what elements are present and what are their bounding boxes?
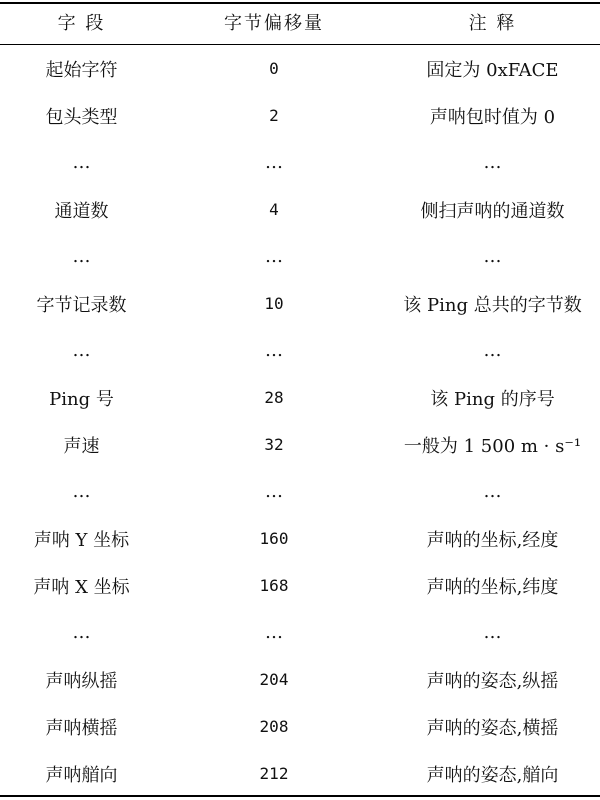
note-cell: 声呐的姿态,艏向 [426, 764, 559, 786]
note-cell: 侧扫声呐的通道数 [420, 200, 565, 222]
note-cell: … [483, 622, 502, 643]
header-row [0, 0, 600, 44]
note-cell: … [483, 481, 502, 502]
field-cell: 声呐 X 坐标 [33, 576, 130, 598]
header-field: 字 段 [57, 13, 106, 34]
table-row [0, 233, 600, 280]
table-row [0, 703, 600, 750]
note-cell: 声呐的姿态,横摇 [426, 717, 559, 739]
field-cell: … [72, 152, 91, 173]
field-cell: 声呐纵摇 [45, 670, 118, 692]
note-cell: … [483, 152, 502, 173]
field-cell: 声呐横摇 [45, 717, 118, 739]
offset-cell: … [265, 622, 283, 643]
note-cell: 一般为 1 500 m · s⁻¹ [403, 435, 582, 457]
field-cell: … [72, 340, 91, 361]
table-row [0, 374, 600, 421]
offset-cell: … [265, 152, 283, 173]
table-row [0, 515, 600, 562]
table-body [0, 44, 600, 797]
offset-cell: 160 [259, 529, 289, 548]
field-cell: … [72, 622, 91, 643]
offset-cell: 0 [269, 59, 279, 78]
field-cell: 声呐 Y 坐标 [33, 529, 130, 551]
header-offset: 字节偏移量 [224, 13, 324, 34]
note-cell: 声呐包时值为 0 [429, 106, 556, 128]
note-cell: 声呐的坐标,纬度 [426, 576, 559, 598]
note-cell: 声呐的坐标,经度 [426, 529, 559, 551]
field-cell: 声呐艏向 [45, 764, 118, 786]
table-row [0, 280, 600, 327]
offset-cell: 10 [264, 294, 284, 313]
table-row [0, 750, 600, 797]
table-row [0, 139, 600, 186]
field-cell: … [72, 246, 91, 267]
table-row [0, 609, 600, 656]
offset-cell: 212 [259, 764, 289, 783]
table-row [0, 186, 600, 233]
note-cell: 声呐的姿态,纵摇 [426, 670, 559, 692]
table-row [0, 468, 600, 515]
table-row [0, 656, 600, 703]
note-cell: 该 Ping 总共的字节数 [403, 294, 582, 316]
offset-cell: 28 [264, 388, 284, 407]
note-cell: 该 Ping 的序号 [430, 388, 555, 410]
table-row [0, 562, 600, 609]
note-cell: … [483, 246, 502, 267]
offset-cell: … [265, 481, 283, 502]
field-cell: … [72, 481, 91, 502]
table-row [0, 44, 600, 92]
offset-cell: 204 [259, 670, 289, 689]
table-row [0, 92, 600, 139]
offset-cell: 208 [259, 717, 289, 736]
field-cell: 字节记录数 [36, 294, 127, 316]
field-cell: 声速 [63, 435, 100, 457]
offset-cell: … [265, 340, 283, 361]
note-cell: … [483, 340, 502, 361]
header-note: 注 释 [468, 13, 517, 34]
field-cell: Ping 号 [49, 388, 114, 410]
offset-cell: … [265, 246, 283, 267]
offset-cell: 32 [264, 435, 284, 454]
field-cell: 包头类型 [45, 106, 118, 128]
note-cell: 固定为 0xFACE [426, 59, 559, 81]
field-cell: 起始字符 [45, 59, 118, 81]
offset-cell: 2 [269, 106, 279, 125]
table-row [0, 421, 600, 468]
offset-cell: 4 [269, 200, 279, 219]
table-row [0, 327, 600, 374]
field-cell: 通道数 [54, 200, 109, 222]
offset-cell: 168 [259, 576, 289, 595]
